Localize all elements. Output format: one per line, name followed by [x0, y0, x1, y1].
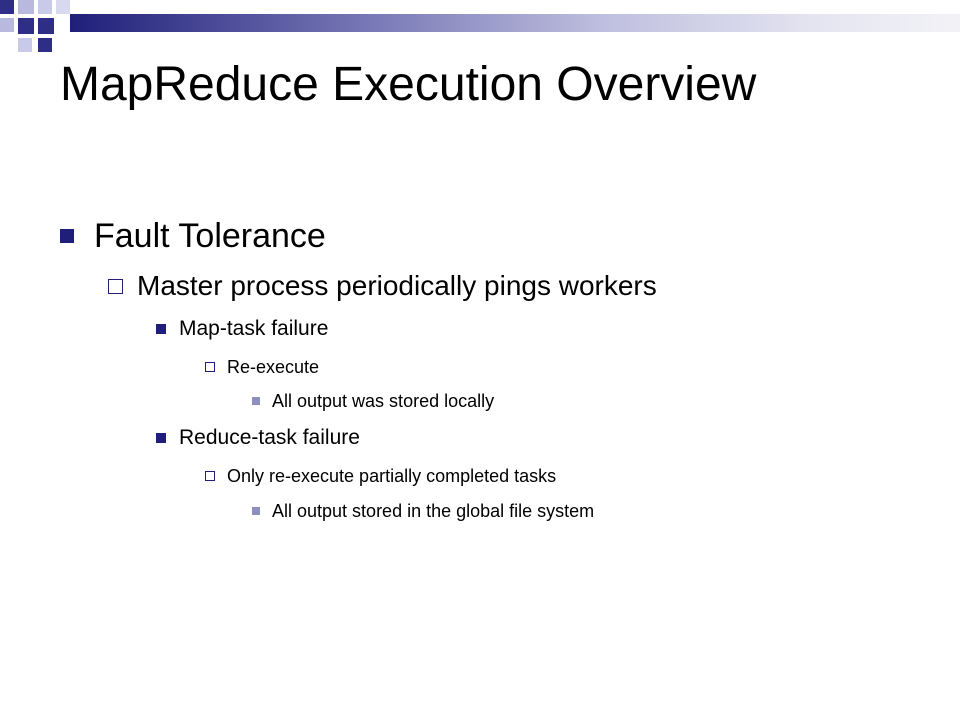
bullet-fault-tolerance: [60, 212, 326, 260]
bullet-partial-re-execute: [205, 462, 556, 490]
bullet-text: All output stored in the global file system: [272, 500, 595, 521]
bullet-text: Reduce-task failure: [179, 426, 360, 449]
bullet-global-file-system: [252, 497, 594, 525]
small-square-bullet-icon: [252, 397, 260, 405]
bullet-map-task-failure: [156, 314, 328, 344]
bullet-re-execute: [205, 353, 319, 381]
bullet-text: Re-execute: [227, 356, 320, 377]
bullet-text: All output was stored locally: [272, 390, 495, 411]
small-square-bullet-icon: [252, 507, 260, 515]
bullet-text: Fault Tolerance: [94, 216, 326, 255]
hollow-square-bullet-icon: [108, 279, 123, 294]
square-bullet-icon: [156, 324, 166, 334]
square-bullet-icon: [60, 229, 74, 243]
bullet-text: Master process periodically pings workers: [137, 270, 657, 301]
slide-title: MapReduce Execution Overview: [60, 58, 757, 111]
bullet-text: Map-task failure: [179, 317, 329, 340]
bullet-master-pings: [108, 266, 657, 306]
hollow-square-bullet-icon: [205, 471, 215, 481]
bullet-stored-locally: [252, 387, 494, 415]
hollow-square-bullet-icon: [205, 362, 215, 372]
bullet-reduce-task-failure: [156, 423, 360, 453]
square-bullet-icon: [156, 433, 166, 443]
bullet-text: Only re-execute partially completed tasks: [227, 465, 557, 486]
